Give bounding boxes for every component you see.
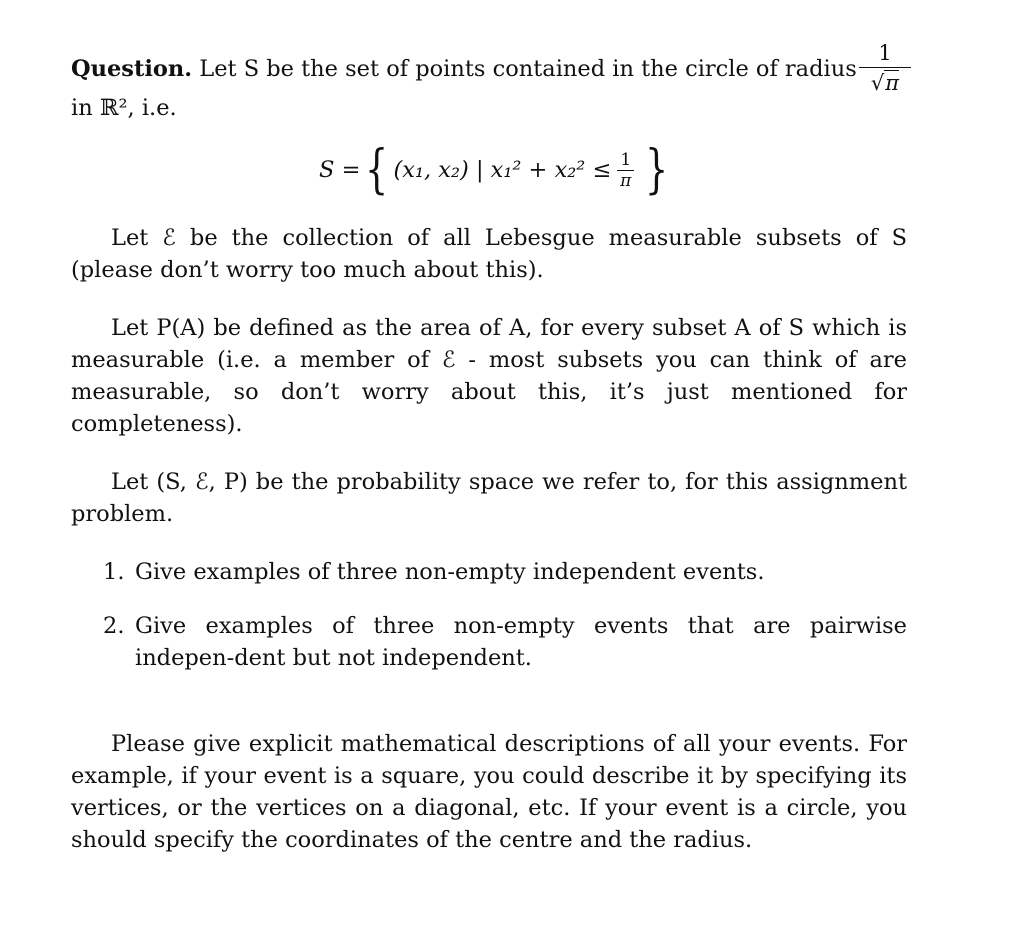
question-intro-tail: in ℝ², i.e. (71, 95, 177, 121)
paragraph-sigma-algebra: Let ℰ be the collection of all Lebesgue measurable subsets of S (please don’t worry too much about this). (71, 225, 907, 283)
question-label: Question. (71, 56, 193, 82)
question-intro (71, 40, 907, 95)
question-intro-text: Let S be the set of points contained in the circle of radius (199, 56, 857, 82)
bound-denominator: π (620, 170, 632, 191)
radius-denominator: π (885, 71, 900, 95)
paragraph-probability-space: Let (S, ℰ, P) be the probability space we refer to, for this assignment problem. (71, 469, 907, 527)
task-number: 1. (103, 559, 125, 585)
paragraph-probability-measure: Let P(A) be defined as the area of A, for every subset A of S which is measurable (i.e. a member of ℰ - most subsets you can think of are measurable, so don’t worry about this, it’s just mentioned for completeness). (71, 315, 907, 437)
closing-paragraph: Please give explicit mathematical descriptions of all your events. For example, if your event is a square, you could describe it by specifying its vertices, or the vertices on a diagonal, etc. If your event is a circle, you should specify the coordinates of the centre and the radius. (71, 731, 907, 853)
radius-fraction: $\frac{1}{√\pi}$ (859, 40, 911, 96)
bound-numerator: 1 (617, 150, 634, 171)
task-item (103, 610, 907, 674)
task-item (103, 556, 907, 588)
set-lhs: S = (319, 157, 361, 183)
task-number: 2. (103, 613, 125, 639)
radius-numerator: 1 (859, 40, 911, 68)
task-list (71, 556, 907, 674)
left-brace: { (365, 140, 389, 200)
bound-fraction (617, 150, 634, 191)
set-definition (71, 130, 907, 222)
task-text: Give examples of three non-empty events that are pairwise indepen-dent but not independent. (135, 613, 907, 671)
set-body: (x₁, x₂) | x₁² + x₂² ≤ (393, 157, 612, 183)
task-text: Give examples of three non-empty independent events. (135, 559, 765, 585)
right-brace: } (645, 140, 669, 200)
document-page (71, 40, 907, 856)
